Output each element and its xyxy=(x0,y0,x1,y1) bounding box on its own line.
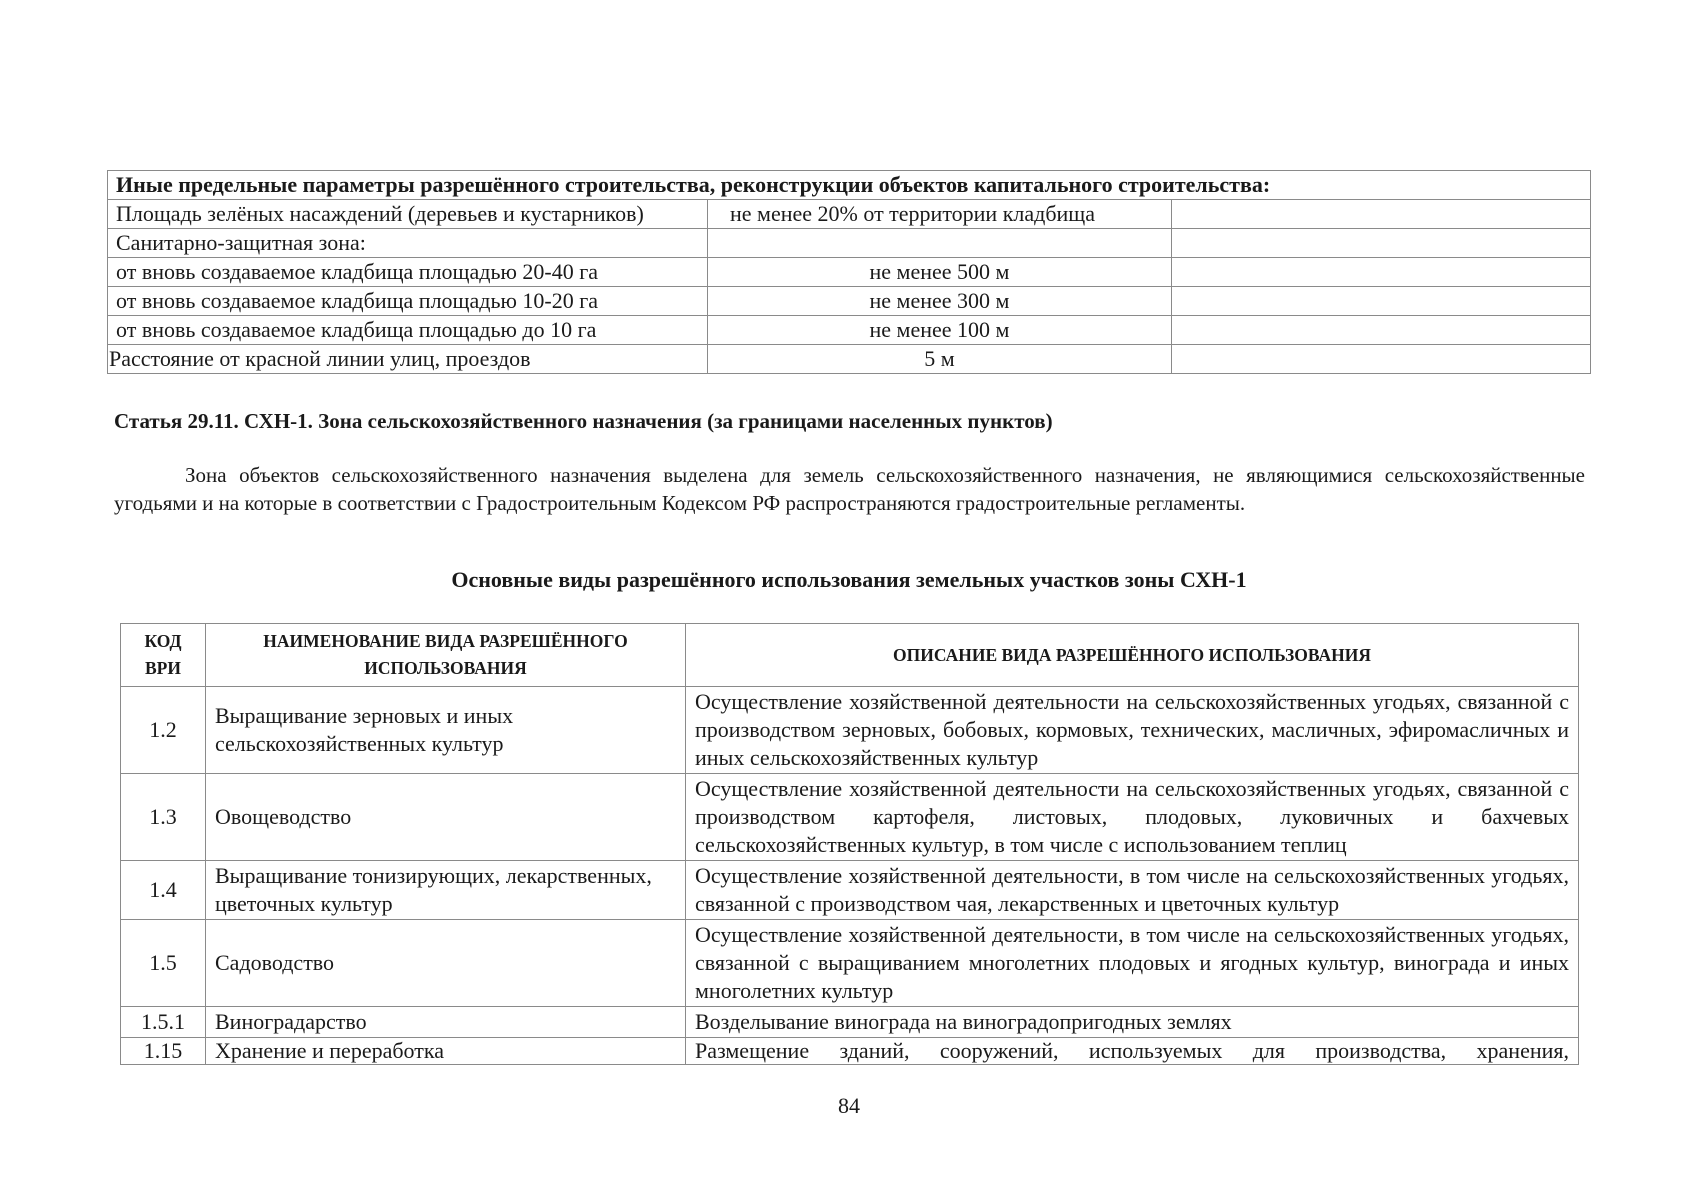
use-code: 1.5.1 xyxy=(121,1007,206,1038)
table-row xyxy=(121,1038,1579,1065)
uses-table-heading: Основные виды разрешённого использования земельных участков зоны СХН-1 xyxy=(451,567,1247,592)
use-code: 1.15 xyxy=(121,1038,206,1065)
use-name: Овощеводство xyxy=(206,774,686,861)
params-row xyxy=(108,287,1591,316)
use-name: Хранение и переработка xyxy=(206,1038,686,1065)
use-description: Осуществление хозяйственной деятельности, в том числе на сельскохозяйственных угодьях, связанной с выращиванием многолетних плодовых и ягодных культур, винограда и иных многолетних культур xyxy=(686,920,1579,1007)
use-name: Виноградарство xyxy=(206,1007,686,1038)
param-name: от вновь создаваемое кладбища площадью 20-40 га xyxy=(108,258,708,287)
use-code: 1.4 xyxy=(121,861,206,920)
use-description: Осуществление хозяйственной деятельности на сельскохозяйственных угодьях, связанной с производством картофеля, листовых, плодовых, луковичных и бахчевых сельскохозяйственных культур, в том числе с использованием теплиц xyxy=(686,774,1579,861)
table-row xyxy=(121,920,1579,1007)
use-name: Выращивание зерновых и иных сельскохозяйственных культур xyxy=(206,687,686,774)
use-code: 1.5 xyxy=(121,920,206,1007)
column-header-name: НАИМЕНОВАНИЕ ВИДА РАЗРЕШЁННОГО ИСПОЛЬЗОВАНИЯ xyxy=(206,624,686,687)
param-value: не менее 300 м xyxy=(708,287,1172,316)
use-description-text: Размещение зданий, сооружений, используемых для производства, хранения, xyxy=(695,1038,1569,1063)
use-description: Возделывание винограда на виноградопригодных землях xyxy=(686,1007,1579,1038)
param-value xyxy=(708,229,1172,258)
uses-header-row xyxy=(121,624,1579,687)
table-row xyxy=(121,774,1579,861)
use-description: Осуществление хозяйственной деятельности на сельскохозяйственных угодьях, связанной с производством зерновых, бобовых, кормовых, технических, масличных, эфиромасличных и иных сельскохозяйственных культур xyxy=(686,687,1579,774)
table-row xyxy=(121,687,1579,774)
article-heading: Статья 29.11. СХН-1. Зона сельскохозяйственного назначения (за границами населенных пунктов) xyxy=(114,409,1053,433)
params-row xyxy=(108,316,1591,345)
param-value: не менее 500 м xyxy=(708,258,1172,287)
param-name: Санитарно-защитная зона: xyxy=(108,229,708,258)
use-code: 1.3 xyxy=(121,774,206,861)
param-note xyxy=(1172,200,1591,229)
use-name: Выращивание тонизирующих, лекарственных, цветочных культур xyxy=(206,861,686,920)
param-note xyxy=(1172,345,1591,374)
param-note xyxy=(1172,287,1591,316)
intro-paragraph: Зона объектов сельскохозяйственного назначения выделена для земель сельскохозяйственного назначения, не являющимися сельскохозяйственные угодьями и на которые в соответствии с Градостроительным Кодексом РФ распространяются градостроительные регламенты. xyxy=(114,463,1585,515)
param-value: 5 м xyxy=(708,345,1172,374)
param-name: от вновь создаваемое кладбища площадью до 10 га xyxy=(108,316,708,345)
params-row xyxy=(108,229,1591,258)
params-title: Иные предельные параметры разрешённого строительства, реконструкции объектов капитального строительства: xyxy=(108,171,1591,200)
permitted-uses-table xyxy=(120,623,1579,1065)
params-row xyxy=(108,200,1591,229)
use-description: Осуществление хозяйственной деятельности, в том числе на сельскохозяйственных угодьях, связанной с производством чая, лекарственных и цветочных культур xyxy=(686,861,1579,920)
use-name: Садоводство xyxy=(206,920,686,1007)
param-note xyxy=(1172,258,1591,287)
param-name: от вновь создаваемое кладбища площадью 10-20 га xyxy=(108,287,708,316)
param-name: Расстояние от красной линии улиц, проездов xyxy=(108,345,708,374)
param-note xyxy=(1172,316,1591,345)
use-description xyxy=(686,1038,1579,1065)
use-code: 1.2 xyxy=(121,687,206,774)
param-value: не менее 20% от территории кладбища xyxy=(708,200,1172,229)
other-parameters-table xyxy=(107,170,1591,374)
page-number: 84 xyxy=(838,1093,860,1118)
param-value: не менее 100 м xyxy=(708,316,1172,345)
table-row xyxy=(121,1007,1579,1038)
params-row xyxy=(108,258,1591,287)
params-title-row xyxy=(108,171,1591,200)
table-row xyxy=(121,861,1579,920)
param-name: Площадь зелёных насаждений (деревьев и кустарников) xyxy=(108,200,708,229)
param-note xyxy=(1172,229,1591,258)
column-header-description: ОПИСАНИЕ ВИДА РАЗРЕШЁННОГО ИСПОЛЬЗОВАНИЯ xyxy=(686,624,1579,687)
params-row xyxy=(108,345,1591,374)
column-header-code: КОД ВРИ xyxy=(121,624,206,687)
